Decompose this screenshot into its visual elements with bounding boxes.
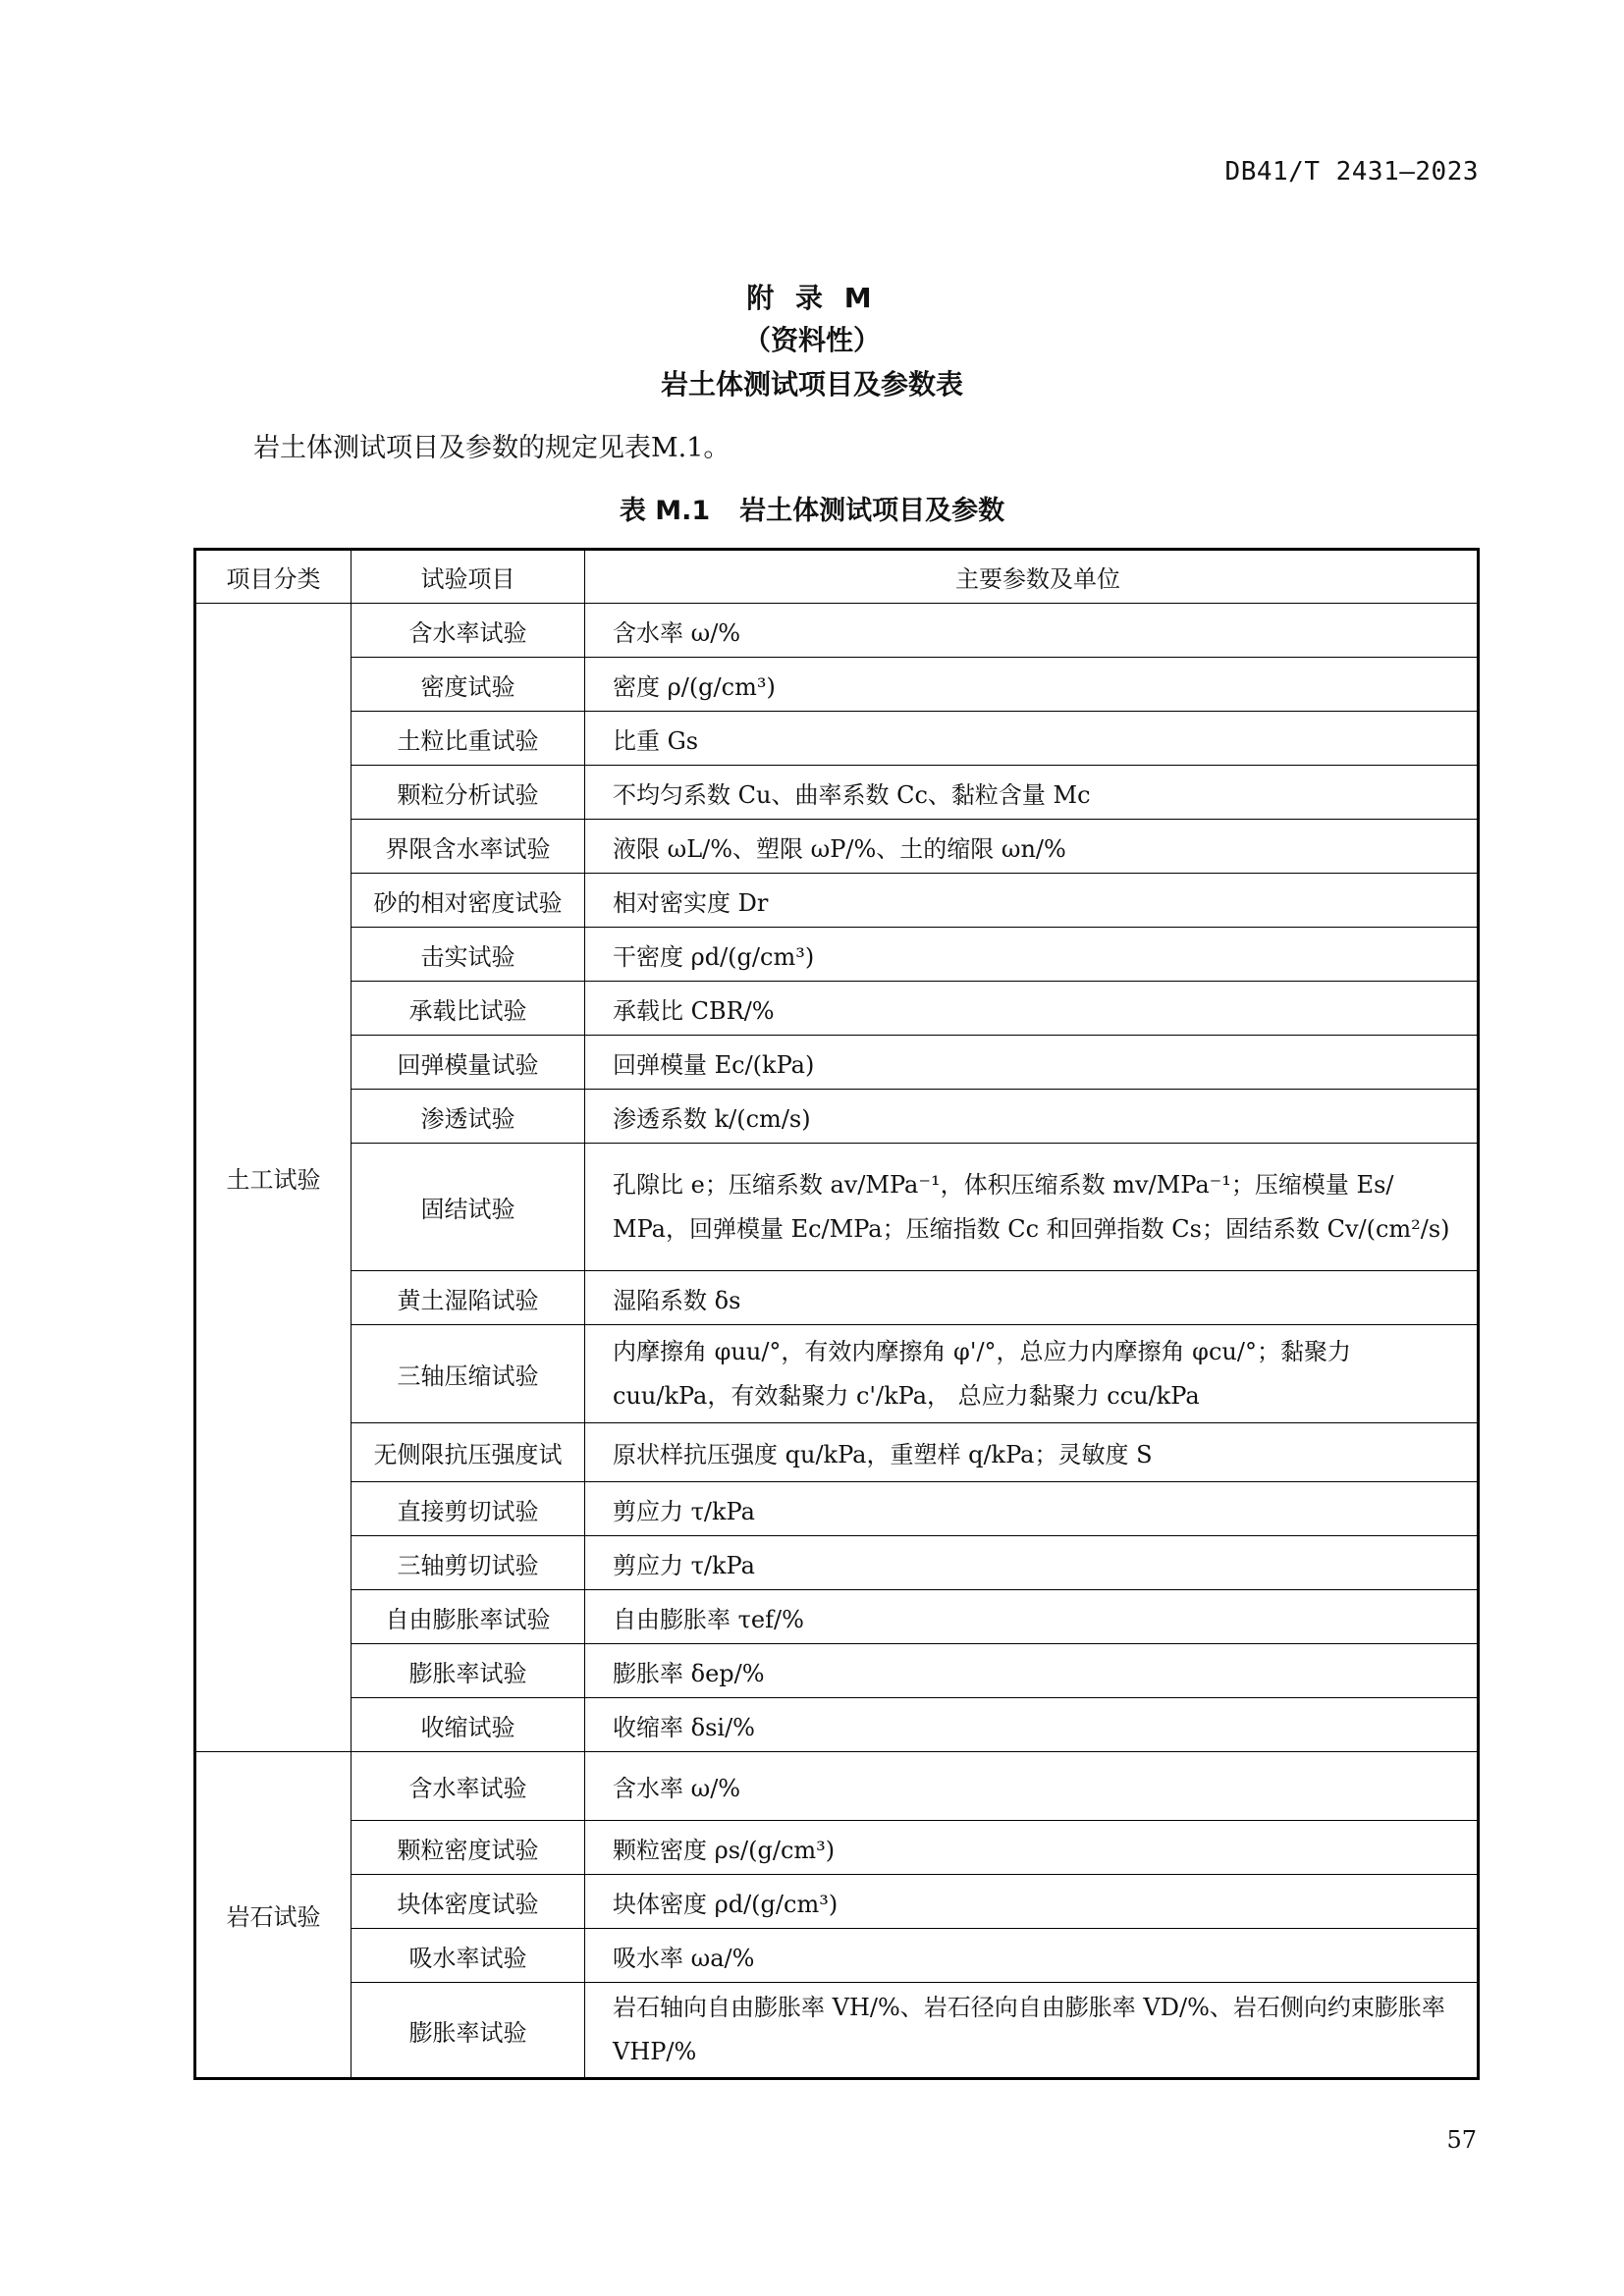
- test-item-cell: 含水率试验: [352, 604, 585, 658]
- table-row: [195, 874, 1479, 928]
- appendix-label: 附 录 M: [746, 282, 878, 314]
- parameter-cell: 不均匀系数 Cu、曲率系数 Cc、黏粒含量 Mc: [585, 766, 1479, 820]
- table-header-row: [195, 550, 1479, 604]
- test-item-cell: 承载比试验: [352, 982, 585, 1036]
- test-item-cell: 界限含水率试验: [352, 820, 585, 874]
- table-row: [195, 1090, 1479, 1144]
- test-item-cell: 固结试验: [352, 1144, 585, 1271]
- parameter-cell: 剪应力 τ/kPa: [585, 1536, 1479, 1590]
- test-item-cell: 颗粒分析试验: [352, 766, 585, 820]
- test-item-cell: 击实试验: [352, 928, 585, 982]
- table-row: [195, 604, 1479, 658]
- table-caption: [0, 489, 1624, 527]
- table-row: [195, 1423, 1479, 1482]
- test-item-cell: 三轴剪切试验: [352, 1536, 585, 1590]
- table-row: [195, 1036, 1479, 1090]
- test-item-cell: 砂的相对密度试验: [352, 874, 585, 928]
- table-row: [195, 820, 1479, 874]
- parameter-cell: 承载比 CBR/%: [585, 982, 1479, 1036]
- test-item-cell: 直接剪切试验: [352, 1482, 585, 1536]
- test-item-cell: 颗粒密度试验: [352, 1821, 585, 1875]
- parameter-cell: 内摩擦角 φuu/°，有效内摩擦角 φ'/°，总应力内摩擦角 φcu/°；黏聚力 cuu/kPa，有效黏聚力 c'/kPa， 总应力黏聚力 ccu/kPa: [585, 1325, 1479, 1423]
- parameter-cell: 湿陷系数 δs: [585, 1271, 1479, 1325]
- test-item-cell: 膨胀率试验: [352, 1983, 585, 2079]
- test-item-cell: 渗透试验: [352, 1090, 585, 1144]
- table-row: [195, 982, 1479, 1036]
- table-row: [195, 1698, 1479, 1752]
- table-row: [195, 712, 1479, 766]
- test-item-cell: 回弹模量试验: [352, 1036, 585, 1090]
- parameter-cell: 渗透系数 k/(cm/s): [585, 1090, 1479, 1144]
- parameter-cell: 颗粒密度 ρs/(g/cm³): [585, 1821, 1479, 1875]
- parameter-cell: 比重 Gs: [585, 712, 1479, 766]
- parameter-cell: 剪应力 τ/kPa: [585, 1482, 1479, 1536]
- table-row: [195, 1644, 1479, 1698]
- table-row: [195, 1752, 1479, 1821]
- test-item-cell: 膨胀率试验: [352, 1644, 585, 1698]
- parameter-cell: 回弹模量 Ec/(kPa): [585, 1036, 1479, 1090]
- category-cell: 岩石试验: [195, 1752, 352, 2079]
- parameter-cell: 密度 ρ/(g/cm³): [585, 658, 1479, 712]
- parameter-cell: 含水率 ω/%: [585, 1752, 1479, 1821]
- test-item-cell: 黄土湿陷试验: [352, 1271, 585, 1325]
- parameter-cell: 孔隙比 e；压缩系数 av/MPa⁻¹，体积压缩系数 mv/MPa⁻¹；压缩模量 Es/ MPa，回弹模量 Ec/MPa；压缩指数 Cc 和回弹指数 Cs；固结系数 Cv/(cm²/s): [585, 1144, 1479, 1271]
- parameters-table: [193, 548, 1480, 2080]
- table-row: [195, 1929, 1479, 1983]
- table-row: [195, 1983, 1479, 2079]
- test-item-cell: 密度试验: [352, 658, 585, 712]
- table-row: [195, 1821, 1479, 1875]
- table-row: [195, 1325, 1479, 1423]
- appendix-title: 岩土体测试项目及参数表: [660, 368, 963, 400]
- test-item-cell: 含水率试验: [352, 1752, 585, 1821]
- test-item-cell: 三轴压缩试验: [352, 1325, 585, 1423]
- parameter-cell: 收缩率 δsi/%: [585, 1698, 1479, 1752]
- document-code: DB41/T 2431—2023: [1224, 157, 1479, 187]
- parameter-cell: 干密度 ρd/(g/cm³): [585, 928, 1479, 982]
- parameter-cell: 岩石轴向自由膨胀率 VH/%、岩石径向自由膨胀率 VD/%、岩石侧向约束膨胀率 VHP/%: [585, 1983, 1479, 2079]
- table-row: [195, 658, 1479, 712]
- intro-paragraph: 岩土体测试项目及参数的规定见表M.1。: [253, 433, 731, 463]
- table-row: [195, 1536, 1479, 1590]
- table-row: [195, 1271, 1479, 1325]
- table-row: [195, 766, 1479, 820]
- parameter-cell: 含水率 ω/%: [585, 604, 1479, 658]
- table-row: [195, 1482, 1479, 1536]
- parameter-cell: 块体密度 ρd/(g/cm³): [585, 1875, 1479, 1929]
- header-parameters: 主要参数及单位: [585, 550, 1479, 604]
- page-number: 57: [1446, 2126, 1477, 2154]
- category-cell: 土工试验: [195, 604, 352, 1752]
- table-row: [195, 1144, 1479, 1271]
- table-row: [195, 928, 1479, 982]
- parameter-cell: 膨胀率 δep/%: [585, 1644, 1479, 1698]
- table-row: [195, 1590, 1479, 1644]
- test-item-cell: 收缩试验: [352, 1698, 585, 1752]
- test-item-cell: 吸水率试验: [352, 1929, 585, 1983]
- header-category: 项目分类: [195, 550, 352, 604]
- parameter-cell: 自由膨胀率 τef/%: [585, 1590, 1479, 1644]
- appendix-nature: （资料性）: [742, 324, 881, 356]
- parameter-cell: 吸水率 ωa/%: [585, 1929, 1479, 1983]
- test-item-cell: 自由膨胀率试验: [352, 1590, 585, 1644]
- test-item-cell: 无侧限抗压强度试: [352, 1423, 585, 1482]
- test-item-cell: 块体密度试验: [352, 1875, 585, 1929]
- table-row: [195, 1875, 1479, 1929]
- parameter-cell: 液限 ωL/%、塑限 ωP/%、土的缩限 ωn/%: [585, 820, 1479, 874]
- table-caption-title: 岩土体测试项目及参数: [739, 496, 1005, 526]
- header-test-item: 试验项目: [352, 550, 585, 604]
- parameter-cell: 相对密实度 Dr: [585, 874, 1479, 928]
- table-caption-number: 表 M.1: [619, 496, 711, 526]
- parameter-cell: 原状样抗压强度 qu/kPa，重塑样 q/kPa；灵敏度 S: [585, 1423, 1479, 1482]
- test-item-cell: 土粒比重试验: [352, 712, 585, 766]
